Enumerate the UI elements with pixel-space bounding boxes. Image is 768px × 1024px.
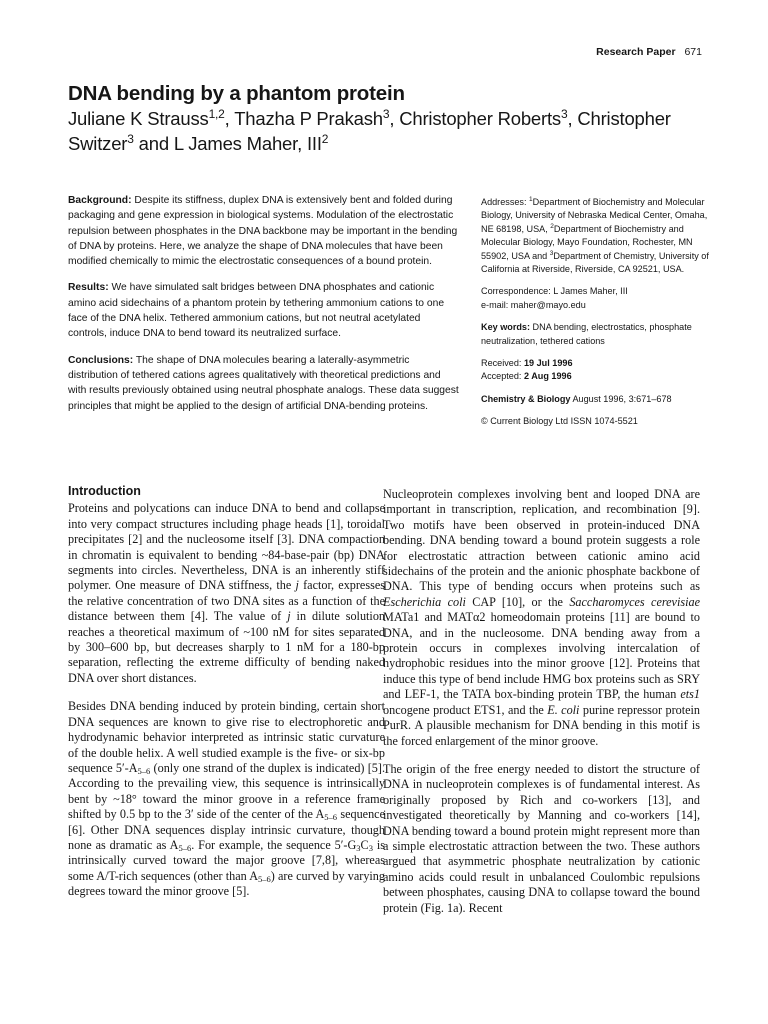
subscript: 5–6 <box>324 812 338 823</box>
paragraph <box>68 699 385 899</box>
page-number: 671 <box>684 46 702 58</box>
article-sidebar <box>481 196 721 438</box>
keywords-text: DNA bending, electrostatics, phosphate neutralization, tethered cations <box>481 322 692 346</box>
correspondence <box>481 285 721 312</box>
text-run: in dilute solution reaches a theoretical maximum of ~100 nM for sites separated by 300–600 bp, but decreases sharply to 1 nM for a 180-bp separation, reflecting the extreme difficulty of bending naked DNA over short distances. <box>68 609 386 685</box>
address-2-marker: 2 <box>550 222 554 230</box>
keywords-label: Key words: <box>481 322 531 333</box>
text-run: Besides DNA bending induced by protein binding, certain short DNA sequences are known to give rise to electrophoretic and hydrodynamic behavior interpreted as intrinsic static curvature of the double helix. A well studied example is the five- or six-bp sequence 5′-A <box>68 699 385 775</box>
citation-details: August 1996, 3:671–678 <box>570 393 672 404</box>
address-1-marker: 1 <box>529 195 533 203</box>
section-heading-introduction: Introduction <box>68 484 141 498</box>
accepted-date: 2 Aug 1996 <box>523 371 572 382</box>
text-run: is intrinsically curved toward the major groove [7,8], whereas some A/T-rich sequences (other than A <box>68 837 385 883</box>
italic-j: j <box>295 578 299 593</box>
subscript: 3 <box>356 842 361 853</box>
running-head-label: Research Paper <box>596 46 676 58</box>
abstract-background <box>68 193 460 269</box>
address-3-marker: 3 <box>549 249 554 257</box>
species-name: E. coli <box>547 702 580 717</box>
author-4-affiliation: 3 <box>127 131 134 146</box>
text-run: ) are curved by varying degrees toward the minor groove [5]. <box>68 868 385 899</box>
address-3: Department of Chemistry, University of California at Riverside, Riverside, CA 92521, USA. <box>481 250 709 275</box>
keywords <box>481 321 721 348</box>
author-5-affiliation: 2 <box>321 131 329 146</box>
addresses-label: Addresses: <box>481 197 530 207</box>
author-5: and L James Maher, III <box>133 133 322 154</box>
conclusions-text: The shape of DNA molecules bearing a laterally-asymmetric distribution of tethered cations agrees qualitatively with theoretical predictions and with results previously obtained using neutral phosphate analogs. These data suggest principles that might be applied to the design of artificial DNA-bending proteins. <box>68 354 459 412</box>
paper-title: DNA bending by a phantom protein <box>68 82 405 105</box>
subscript: 5–6 <box>178 842 192 853</box>
body-column-left <box>68 484 385 913</box>
address-1: Department of Biochemistry and Molecular Biology, University of Nebraska Medical Center, Omaha, NE 68198, USA, <box>481 197 708 234</box>
text-run: oncogene product ETS1, and the <box>383 702 548 717</box>
author-1: Juliane K Strauss <box>68 108 209 129</box>
citation <box>481 393 721 406</box>
subscript: 5–6 <box>137 765 151 776</box>
author-list <box>68 106 728 156</box>
author-3-affiliation: 3 <box>560 106 568 121</box>
accepted-label: Accepted: <box>481 371 524 382</box>
italic-j: j <box>287 609 291 624</box>
author-3: , Christopher Roberts <box>389 108 561 129</box>
background-text: Despite its stiffness, duplex DNA is extensively bent and folded during packaging and gene expression in biological systems. Modulation of the electrostatic repulsion between phosphates in the DNA backbone may be important in the bending of DNA by proteins. Here, we analyze the shape of DNA molecules that have been modified chemically to mimic the electrostatic consequences of a bound protein. <box>68 195 458 268</box>
text-run: CAP [10], or the <box>465 594 570 609</box>
text-run: . For example, the sequence 5′-G <box>191 837 357 852</box>
journal-name: Chemistry & Biology <box>481 393 571 404</box>
author-4: , Christopher Switzer <box>68 108 671 154</box>
dates <box>481 357 721 384</box>
author-1-affiliation: 1,2 <box>208 106 225 121</box>
subscript: 5–6 <box>258 873 271 884</box>
text-run: sequence [6]. Other DNA sequences display intrinsic curvature, though none as dramatic as A <box>68 807 385 852</box>
received-date: 19 Jul 1996 <box>523 358 573 369</box>
text-run: factor, expresses the relative concentration of two DNA sites as a function of the distance between them [4]. The value of <box>68 578 385 624</box>
species-name: Saccharomyces cerevisiae <box>569 594 700 609</box>
correspondence-text: Correspondence: L James Maher, III <box>481 286 628 297</box>
conclusions-label: Conclusions: <box>68 354 134 366</box>
species-name: Escherichia coli <box>383 594 466 609</box>
running-head <box>596 46 702 58</box>
results-label: Results: <box>68 282 109 294</box>
background-label: Background: <box>68 195 132 206</box>
received-label: Received: <box>481 358 524 369</box>
text-run: purine repressor protein PurR. A plausible mechanism for DNA bending in this motif is the forced enlargement of the minor groove. <box>383 702 700 748</box>
abstract-results <box>68 280 460 341</box>
address-2: Department of Biochemistry and Molecular Biology, Mayo Foundation, Rochester, MN 55902, USA and <box>481 223 693 261</box>
results-text: We have simulated salt bridges between DNA phosphates and cationic amino acid sidechains of a phantom protein by tethering ammonium cations to one face of the DNA helix. Tethered ammonium cations, but not neutral acetylated controls, induce DNA to bend toward its neutralized surface. <box>68 282 445 340</box>
text-run: C <box>360 837 369 852</box>
copyright: © Current Biology Ltd ISSN 1074-5521 <box>481 416 638 427</box>
abstract <box>68 193 460 425</box>
text-run: Proteins and polycations can induce DNA to bend and collapse into very compact structures including phage heads [1], toroidal precipitates [2] and the nucleosome itself [3]. DNA compaction in chromatin is equivalent to bending ~84-base-pair (bp) DNA segments into circles. Nevertheless, DNA is an inherently stiff polymer. One measure of DNA stiffness, the <box>68 501 385 593</box>
paragraph <box>68 501 385 686</box>
gene-name: ets1 <box>680 687 700 702</box>
body-column-right <box>383 487 700 929</box>
text-run: (only one strand of the duplex is indicated) [5]. According to the prevailing view, this sequence is intrinsically bent by ~18° toward the minor groove in a reference frame shifted by 0.5 bp to the 3′ side of the center of the A <box>68 760 385 822</box>
subscript: 3 <box>368 842 373 853</box>
text-run: MATa1 and MATα2 homeodomain proteins [11] are bound to DNA, and in the nucleosome. DNA bending away from a protein occurs in complexes involving intercalation of hydrophobic residues into the minor groove [12]. Proteins that induce this type of bend include HMG box proteins such as SRY and LEF-1, the TATA box-binding protein TBP, the human <box>383 610 700 702</box>
addresses <box>481 196 721 276</box>
abstract-conclusions <box>68 353 460 414</box>
email: e-mail: maher@mayo.edu <box>481 299 586 310</box>
author-2-affiliation: 3 <box>382 106 390 121</box>
author-2: , Thazha P Prakash <box>224 108 383 129</box>
paragraph: The origin of the free energy needed to distort the structure of DNA in nucleoprotein complexes is of fundamental interest. As originally proposed by Rich and co-workers [13], and investigated theoretically by Manning and co-workers [14], DNA bending toward a bound protein might represent more than a simple electrostatic attraction between the two. These authors argued that asymmetric phosphate neutralization by cationic amino acids could result in unbalanced Coulombic repulsions between phosphates, causing DNA to collapse toward the bound protein (Fig. 1a). Recent <box>383 761 700 915</box>
paragraph <box>383 487 700 749</box>
text-run: Nucleoprotein complexes involving bent and looped DNA are important in transcription, replication, and recombination [9]. Two motifs have been observed in protein-induced DNA bending. DNA bending toward a bound protein suggests a role for electrostatic attraction between cationic amino acid sidechains of the protein and the anionic phosphate backbone of DNA. This type of bending occurs when proteins such as <box>383 487 700 594</box>
